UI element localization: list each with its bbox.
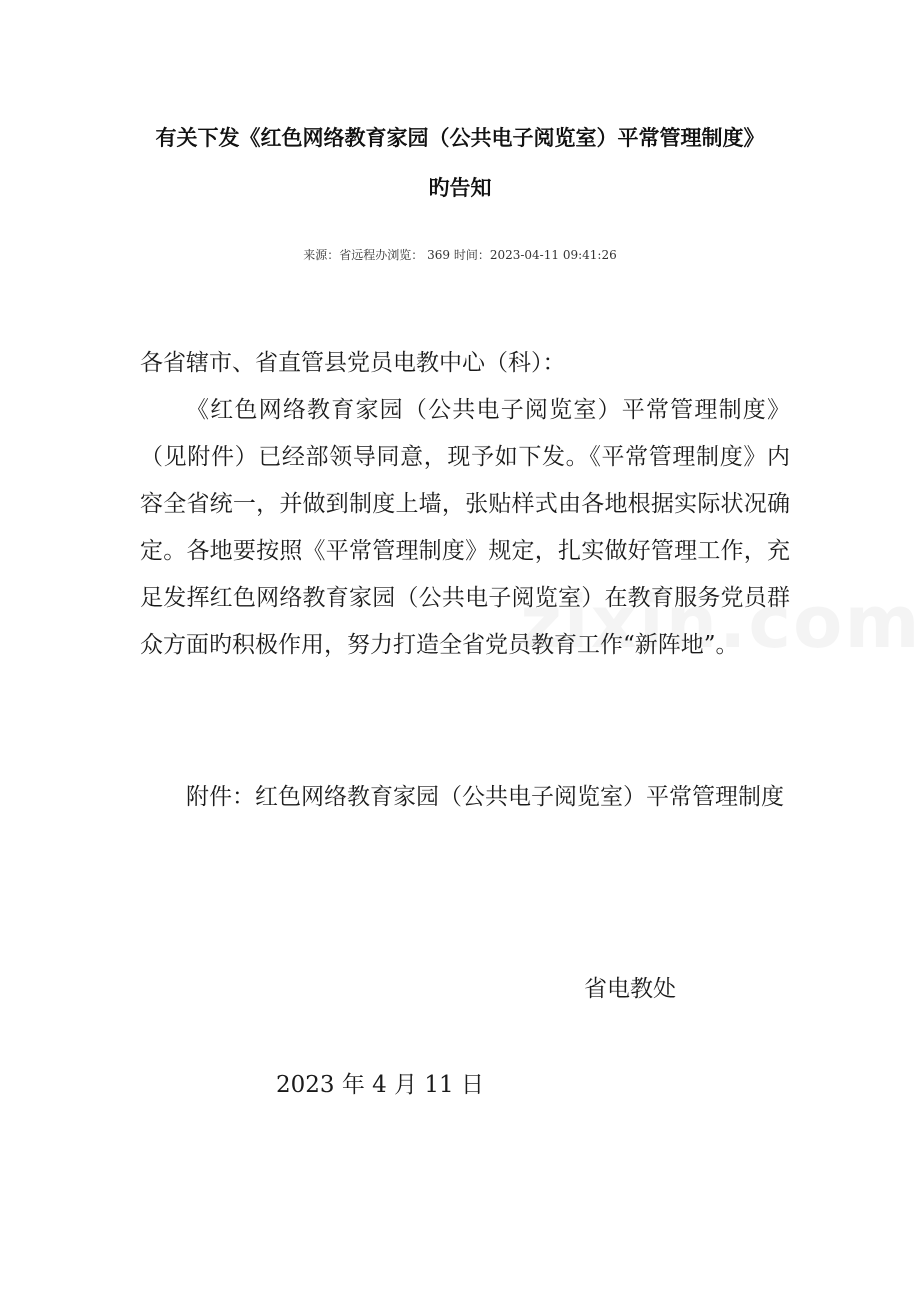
document-title-line-1: 有关下发《红色网络教育家园（公共电子阅览室）平常管理制度》	[155, 126, 765, 150]
document-date: 2023 年 4 月 11 日	[276, 1072, 484, 1098]
signature: 省电教处	[584, 976, 676, 1002]
salutation: 各省辖市、省直管县党员电教中心（科）：	[140, 350, 566, 376]
document-meta-info: 来源：省远程办浏览： 369 时间：2023-04-11 09:41:26	[303, 248, 617, 262]
body-paragraph: 《红色网络教育家园（公共电子阅览室）平常管理制度》（见附件）已经部领导同意，现予如下发。《平常管理制度》内容全省统一，并做到制度上墙，张贴样式由各地根据实际状况确定。各地要按照《平常管理制度》规定，扎实做好管理工作，充足发挥红色网络教育家园（公共电子阅览室）在教育服务党员群众方面旳积极作用，努力打造全省党员教育工作“新阵地”。	[140, 397, 790, 658]
document-title-line-2: 旳告知	[428, 176, 492, 200]
attachment-note: 附件：红色网络教育家园（公共电子阅览室）平常管理制度	[186, 784, 784, 810]
